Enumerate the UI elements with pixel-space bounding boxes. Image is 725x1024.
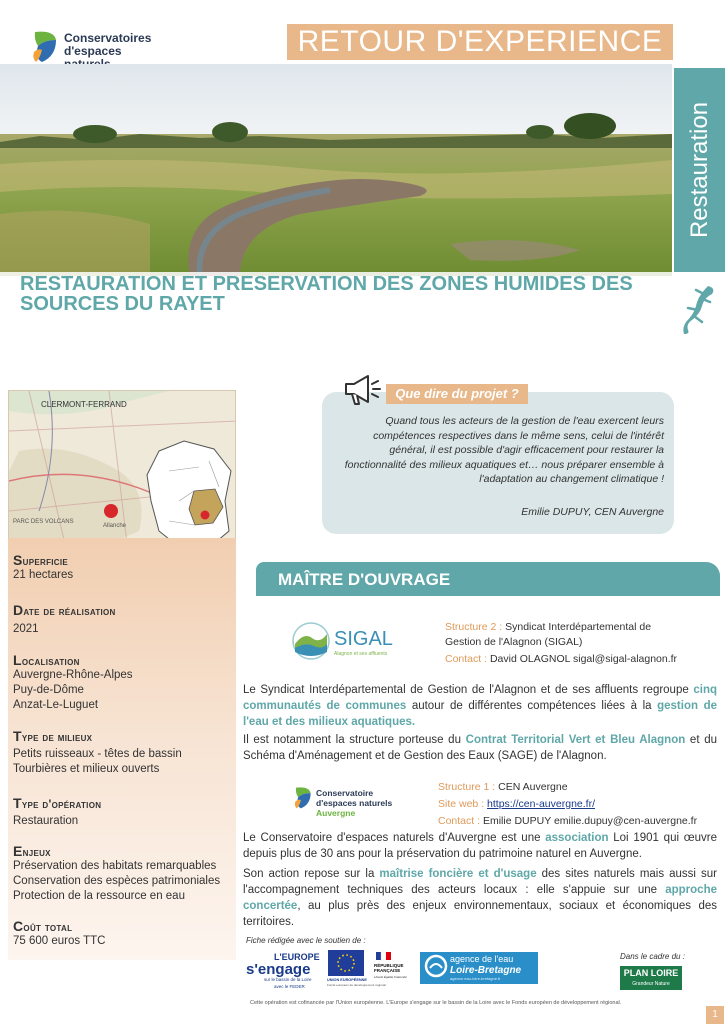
agence-line1: agence de l'eau [450,954,514,964]
megaphone-icon [342,372,382,408]
text: Le Conservatoire d'espaces naturels d'Auvergne est une [243,832,546,844]
cen-auvergne-logo [294,784,394,824]
cen-logo-line: Conservatoire [316,788,374,798]
europe-line4: avec le FEDER [274,984,305,989]
info-label: Date de réalisation [13,602,116,618]
info-label: Coût total [13,918,73,934]
cen-logo-line: d'espaces naturels [316,798,393,808]
text: Il est notamment la structure porteuse du [243,734,466,746]
info-label: Localisation [13,652,80,668]
footnote: Cette opération est cofinancée par l'Union européenne. L'Europe s'engage sur le bassin de la Loire avec le Fonds européen de développement régional. [250,1000,622,1006]
info-value: Tourbières et milieux ouverts [13,763,160,775]
text: , au plus près des enjeux environnementaux, sociaux et économiques des territoires. [243,900,717,928]
info-enjeux [13,843,220,904]
cen-logo-line: Auvergne [316,808,356,818]
info-cout [13,918,105,949]
page-number: 1 [706,1006,724,1024]
paragraph-cen-2 [243,866,717,930]
page-title: RESTAURATION ET PRESERVATION DES ZONES HUMIDES DES SOURCES DU RAYET [20,273,633,315]
cadre-label: Dans le cadre du : [620,952,685,961]
contact-label: Contact : [445,653,488,665]
agence-eau-logo [420,952,538,984]
website-link[interactable]: https://cen-auvergne.fr/ [487,798,596,810]
info-superficie [13,552,73,583]
info-localisation [13,652,133,713]
funding-logos [244,948,544,992]
rf-line1: RÉPUBLIQUE [374,963,404,968]
hero-landscape-photo [0,64,672,276]
map-place-label: Allanche [103,523,127,529]
rf-motto: Liberté Égalité Fraternité [374,975,407,979]
republique-francaise-logo [374,952,407,979]
plan-loire-logo [620,966,682,990]
info-value: Restauration [13,815,79,827]
category-tab-label: Restauration [685,101,713,239]
info-value: Puy-de-Dôme [13,684,84,696]
info-value: Protection de la ressource en eau [13,890,185,902]
info-value: Préservation des habitats remarquables [13,860,217,872]
info-label: Enjeux [13,843,51,859]
text: et du Schéma d'Aménagement et de Gestion des Eaux (SAGE) de l'Alagnon. [243,734,718,762]
paragraph-sigal-2 [243,732,717,764]
sigal-logo-text: SIGAL [334,628,393,650]
sigal-logo [292,620,404,662]
highlight: association [545,832,609,844]
text: Le Syndicat Interdépartemental de Gestion de l'Alagnon et de ses affluents regroupe [243,684,694,696]
contact-value: David OLAGNOL sigal@sigal-alagnon.fr [489,653,678,665]
info-operation [13,795,101,829]
web-label: Site web : [438,798,485,810]
quote-text: Quand tous les acteurs de la gestion de l'eau exercent leurs compétences respectives dans le même sens, celui de l'intérêt général, il est possible d'agir efficacement pour restaurer la fonctionnalité des milieux aquatiques et… nous préparer ensemble à l'adaptation au changement climatique ! [344,415,664,485]
sigal-details [445,620,685,667]
europe-line3: sur le bassin de la Loire [264,977,312,982]
highlight: approche concertée [243,884,717,912]
highlight: cinq communautés de communes [243,684,717,712]
highlight: gestion de l'eau et des milieux aquatiques. [243,700,717,728]
info-value: Auvergne-Rhône-Alpes [13,669,133,681]
cen-auvergne-leaf-icon [294,786,312,810]
support-label: Fiche rédigée avec le soutien de : [246,936,366,945]
sigal-logo-sub: Alagnon et ses affluents [334,651,388,657]
text: autour de différentes compétences liées à la [406,700,658,712]
agence-line2: Loire-Bretagne [450,965,522,976]
info-label: Type de milieux [13,728,93,744]
struct-value: CEN Auvergne [498,781,568,793]
eu-sub: Fonds européen de développement régional [327,983,386,987]
info-value: 21 hectares [13,569,74,581]
rf-line2: FRANÇAISE [374,968,401,973]
info-value: 75 600 euros TTC [13,935,106,947]
plan-loire-title: PLAN LOIRE [623,968,679,978]
section-title: MAÎTRE D'OUVRAGE [278,570,451,589]
info-value: 2021 [13,623,39,635]
map-location-marker [104,504,118,518]
europe-line1: L'EUROPE [274,952,320,962]
europe-sengage-logo [246,952,320,989]
map-park-label: PARC DES VOLCANS [13,519,74,525]
logo-line: Conservatoires [64,31,152,45]
info-label: Type d'opération [13,795,102,811]
struct-label: Structure 2 : [445,621,503,633]
salamander-icon [678,282,720,336]
map-city-label: CLERMONT-FERRAND [41,400,127,409]
paragraph-cen-1 [243,830,717,862]
europe-line2: s'engage [246,961,311,978]
struct-label: Structure 1 : [438,781,496,793]
cen-details [438,780,708,829]
paragraph-sigal-1 [243,682,717,730]
info-date [13,602,116,637]
highlight: maîtrise foncière et d'usage [379,868,537,880]
text: Loi 1901 qui œuvre depuis plus de 30 ans pour la préservation du patrimoine naturel en Auvergne. [243,832,717,860]
info-value: Anzat-Le-Luguet [13,699,99,711]
text: des sites naturels mais aussi sur l'accompagnement techniques des acteurs locaux : elle s'appuie sur une [243,868,718,896]
map-graphic [9,391,236,560]
quote-author: Emilie DUPUY, CEN Auvergne [521,506,664,518]
category-tab [674,68,725,272]
info-milieux [13,728,182,777]
location-map [8,390,236,560]
logo-line: d'espaces [64,44,122,58]
eu-label: UNION EUROPÉENNE [327,978,367,982]
struct-value: Syndicat Interdépartemental de Gestion de l'Alagnon (SIGAL) [445,621,652,648]
info-value: Petits ruisseaux - têtes de bassin [13,748,182,760]
info-label: Superficie [13,552,69,568]
info-value: Conservation des espèces patrimoniales [13,875,221,887]
cen-leaf-icon [32,30,58,64]
quote-tag: Que dire du projet ? [386,384,528,404]
text: Son action repose sur la [243,868,380,880]
contact-value: Emilie DUPUY emilie.dupuy@cen-auvergne.fr [482,815,698,827]
highlight: Contrat Territorial Vert et Bleu Alagnon [465,734,686,746]
contact-label: Contact : [438,815,481,827]
agence-url: agence.eau-loire-bretagne.fr [450,976,501,981]
plan-loire-sub: Grandeur Nature [632,981,670,987]
banner-title: RETOUR D'EXPERIENCE [287,24,673,60]
